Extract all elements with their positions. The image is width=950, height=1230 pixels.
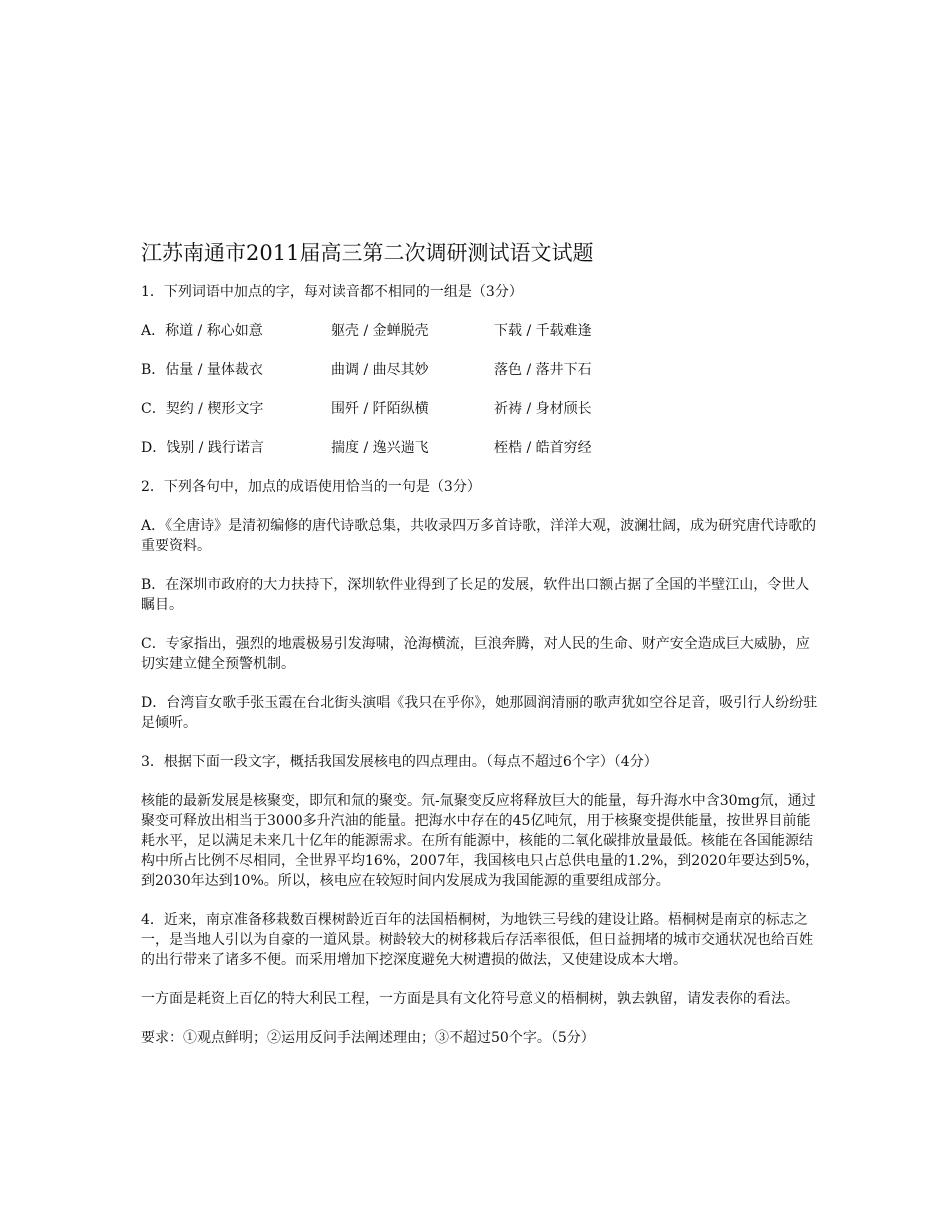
q1-option-a-pair-1: A．称道 / 称心如意	[141, 323, 263, 339]
q1-option-c-pair-3: 祈祷 / 身材颀长	[494, 401, 592, 417]
q4-prompt: 一方面是耗资上百亿的特大利民工程，一方面是具有文化符号意义的梧桐树，孰去孰留，请发表你的看法。	[141, 991, 799, 1007]
q1-option-c-pair-1: C．契约 / 楔形文字	[141, 401, 264, 417]
q2-option-b: B．在深圳市政府的大力扶持下，深圳软件业得到了长足的发展，软件出口额占据了全国的半壁江山，令世人瞩目。	[141, 577, 810, 613]
q4-requirement: 要求：①观点鲜明；②运用反问手法阐述理由；③不超过50个字。（5分）	[141, 1030, 595, 1046]
q1-option-d	[141, 438, 821, 458]
q1-option-d-pair-2: 揣度 / 逸兴遄飞	[331, 440, 429, 456]
q3-passage: 核能的最新发展是核聚变，即氘和氚的聚变。氘-氚聚变反应将释放巨大的能量，每升海水中含30mg氘，通过聚变可释放出相当于3000多升汽油的能量。把海水中存在的45亿吨氘，用于核聚变提供能量，按世界目前能耗水平，足以满足未来几十亿年的能源需求。在所有能源中，核能的二氧化碳排放量最低。核能在各国能源结构中所占比例不尽相同，全世界平均16%，2007年，我国核电只占总供电量的1.2%，到2020年要达到5%，到2030年达到10%。所以，核电应在较短时间内发展成为我国能源的重要组成部分。	[141, 793, 820, 889]
q1-option-b-pair-1: B．估量 / 量体裁衣	[141, 362, 263, 378]
q1-option-d-pair-1: D．饯别 / 践行诺言	[141, 440, 264, 456]
question-4-stem: 4．近来，南京准备移栽数百棵树龄近百年的法国梧桐树，为地铁三号线的建设让路。梧桐树是南京的标志之一，是当地人引以为自豪的一道风景。树龄较大的树移栽后存活率很低，但日益拥堵的城市交通状况也给百姓的出行带来了诸多不便。而采用增加下挖深度避免大树遭损的做法，又使建设成本大增。	[141, 912, 813, 968]
q1-option-a-pair-3: 下载 / 千载难逢	[494, 323, 592, 339]
q1-option-c-pair-2: 围歼 / 阡陌纵横	[331, 401, 429, 417]
q1-option-b-pair-3: 落色 / 落井下石	[494, 362, 592, 378]
q2-option-d: D．台湾盲女歌手张玉霞在台北街头演唱《我只在乎你》，她那圆润清丽的歌声犹如空谷足音，吸引行人纷纷驻足倾听。	[141, 695, 818, 731]
q1-option-b	[141, 360, 821, 380]
question-2-stem: 2．下列各句中，加点的成语使用恰当的一句是（3分）	[141, 479, 481, 495]
q1-option-c	[141, 399, 821, 419]
question-3-stem: 3．根据下面一段文字，概括我国发展核电的四点理由。（每点不超过6个字）（4分）	[141, 754, 658, 770]
q1-option-b-pair-2: 曲调 / 曲尽其妙	[331, 362, 429, 378]
q1-option-d-pair-3: 桎梏 / 皓首穷经	[494, 440, 592, 456]
exam-page	[141, 238, 821, 1067]
q1-option-a	[141, 321, 821, 341]
question-1-stem: 1．下列词语中加点的字，每对读音都不相同的一组是（3分）	[141, 284, 523, 300]
q1-option-a-pair-2: 躯壳 / 金蝉脱壳	[331, 323, 429, 339]
page-title: 江苏南通市2011届高三第二次调研测试语文试题	[141, 241, 594, 265]
q2-option-a: A．《全唐诗》是清初编修的唐代诗歌总集，共收录四万多首诗歌，洋洋大观，波澜壮阔，成为研究唐代诗歌的重要资料。	[141, 518, 817, 554]
q2-option-c: C．专家指出，强烈的地震极易引发海啸，沧海横流，巨浪奔腾，对人民的生命、财产安全造成巨大威胁，应切实建立健全预警机制。	[141, 636, 810, 672]
